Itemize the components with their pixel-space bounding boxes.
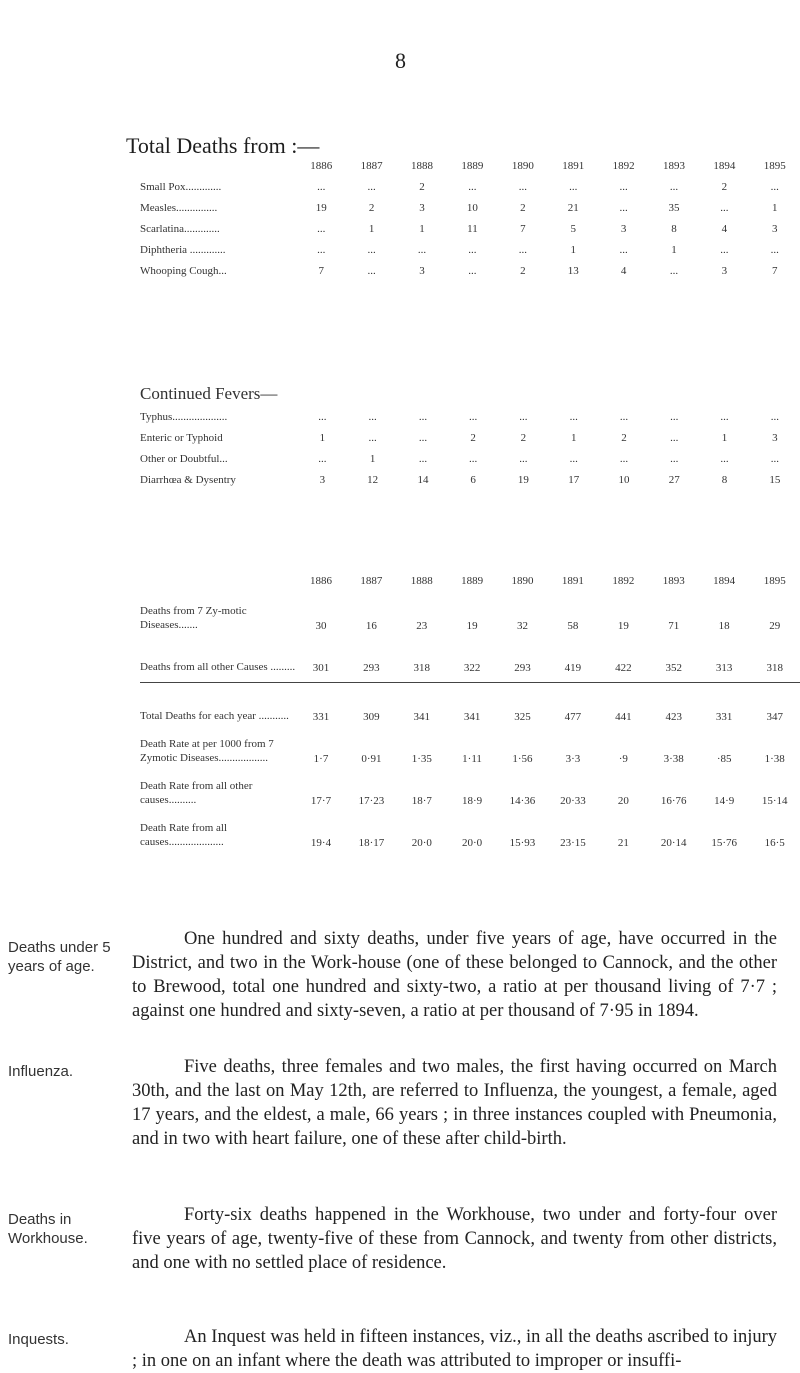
cell-value: 318 (413, 662, 431, 674)
cell-value: 3 (419, 201, 425, 214)
cell-value: 2 (520, 201, 526, 214)
cell-value: ... (770, 410, 779, 423)
cell-value: 21 (567, 201, 579, 214)
cell-value: 2 (419, 180, 425, 193)
table-row (140, 176, 800, 197)
year-header: 1887 (360, 159, 383, 172)
cell-value: 8 (671, 222, 677, 235)
cell-value: 301 (312, 662, 330, 674)
cell-value: ... (468, 180, 477, 193)
cell-value: 5 (570, 222, 576, 235)
year-header: 1889 (461, 575, 484, 587)
cell-value: 1 (570, 431, 577, 444)
year-header: 1893 (662, 159, 685, 172)
table-row (140, 260, 800, 281)
cell-value: ... (367, 180, 376, 193)
cell-value: 4 (620, 264, 627, 277)
cell-value: 3 (319, 473, 326, 486)
paragraph-workhouse: Forty-six deaths happened in the Workhouse, two under and forty-four over five years of age, twenty-five of these from Cannock, and twenty from other districts, and one with no settled place of residence. (132, 1205, 777, 1273)
cell-value: ... (367, 243, 376, 256)
cell-value: 1 (369, 452, 376, 465)
cell-value: 1 (721, 431, 728, 444)
cell-value: 2 (520, 264, 526, 277)
cell-value: 331 (715, 711, 733, 723)
cell-value: 15 (769, 473, 781, 486)
cell-value: ... (720, 201, 729, 214)
cell-value: ... (619, 201, 628, 214)
table-row (140, 683, 800, 726)
cell-value: 1 (319, 431, 326, 444)
cell-value: 23·15 (560, 837, 586, 849)
cell-value: ... (669, 180, 679, 193)
paragraph-influenza: Five deaths, three females and two males, the first having occurred on March 30th, and the last on May 12th, are referred to Influenza, the youngest, a female, aged 17 years, and the eldest, a male, 66 years ; in three instances coupled with Pneumonia, and in two with heart failure, one of these after child-birth. (132, 1057, 777, 1149)
cell-value: 1 (772, 201, 778, 214)
cell-value: ... (619, 452, 629, 465)
row-label: Total Deaths for each year ........... (140, 710, 289, 722)
cell-value: 423 (665, 711, 682, 723)
cell-value: 10 (618, 473, 630, 486)
cell-value: 14 (417, 473, 429, 486)
table-title: Total Deaths from :— (126, 133, 320, 158)
cell-value: 3·38 (663, 753, 684, 765)
cell-value: 58 (567, 620, 579, 632)
cell-value: 30 (315, 620, 327, 632)
paragraph-inquests: An Inquest was held in fifteen instances, viz., in all the deaths ascribed to injury ; in one on an infant where the death was attributed to improper or insuffi- (132, 1327, 777, 1371)
cell-value: 347 (766, 711, 783, 723)
cell-value: 17·7 (310, 795, 332, 807)
cell-value: 20·33 (560, 795, 586, 807)
row-label: Deaths from all other Causes ......... (140, 661, 296, 673)
cell-value: ... (569, 410, 578, 423)
cell-value: 20·0 (461, 837, 483, 849)
cell-value: 15·14 (761, 795, 788, 807)
header-spacer (140, 155, 296, 176)
cell-value: 12 (367, 473, 379, 486)
cell-value: 19·4 (310, 837, 332, 849)
year-header: 1888 (411, 159, 434, 172)
cell-value: ... (619, 410, 629, 423)
row-label: Other or Doubtful... (140, 452, 228, 465)
cell-value: 2 (721, 180, 728, 193)
cell-value: 23 (416, 620, 428, 632)
cell-value: ... (720, 410, 729, 423)
row-label: Death Rate at per 1000 from 7 Zymotic Diseases.................. (140, 738, 274, 764)
cell-value: ... (367, 264, 376, 277)
cell-value: 3 (772, 222, 778, 235)
cell-value: ... (518, 180, 527, 193)
cell-value: 17·23 (358, 795, 385, 807)
cell-value: 2 (621, 431, 627, 444)
cell-value: 3 (772, 431, 778, 444)
cell-value: 8 (721, 473, 728, 486)
year-header: 1891 (562, 159, 585, 172)
cell-value: 20 (617, 795, 629, 807)
cell-value: 341 (463, 711, 481, 723)
cell-value: 4 (721, 222, 728, 235)
cell-value: 322 (463, 662, 481, 674)
cell-value: 1 (671, 243, 677, 256)
cell-value: ... (317, 180, 326, 193)
cell-value: 19 (517, 473, 529, 486)
cell-value: ... (518, 243, 527, 256)
cell-value: 35 (668, 201, 680, 214)
cell-value: 32 (516, 620, 528, 632)
year-header: 1888 (410, 575, 433, 587)
row-label: Enteric or Typhoid (140, 431, 223, 444)
cell-value: 2 (520, 431, 527, 444)
year-header: 1886 (310, 159, 333, 172)
cell-value: ... (418, 431, 428, 444)
cell-value: 19 (466, 620, 478, 632)
year-header: 1890 (511, 159, 534, 172)
cell-value: 1·11 (462, 753, 482, 765)
cell-value: ... (770, 452, 779, 465)
cell-value: 325 (514, 711, 531, 723)
cell-value: ... (519, 410, 528, 423)
cell-value: ... (569, 452, 578, 465)
cell-value: 1·38 (764, 753, 785, 765)
cell-value: 422 (615, 662, 632, 674)
cell-value: 21 (617, 837, 629, 849)
cell-value: ... (670, 431, 679, 444)
margin-note-influenza: Influenza. (8, 1063, 74, 1080)
cell-value: ... (317, 243, 326, 256)
cell-value: 19 (315, 201, 327, 214)
cell-value: ... (720, 243, 729, 256)
row-label: Measles............... (140, 201, 218, 214)
table-row (140, 239, 800, 260)
cell-value: ... (720, 452, 729, 465)
row-label: Deaths from 7 Zy-motic Diseases....... (140, 605, 247, 631)
cell-value: ... (669, 264, 679, 277)
row-label: Whooping Cough... (140, 264, 227, 277)
cell-value: 19 (617, 620, 629, 632)
cell-value: ... (368, 410, 377, 423)
year-header-row (140, 155, 800, 176)
cell-value: 341 (413, 711, 431, 723)
cell-value: 0·91 (361, 753, 382, 765)
cell-value: ... (417, 243, 427, 256)
table-row (140, 427, 800, 448)
cell-value: ... (670, 452, 679, 465)
cell-value: ... (418, 452, 428, 465)
cell-value: 16·76 (660, 795, 687, 807)
cell-value: 7 (520, 222, 526, 235)
cell-value: 27 (668, 473, 680, 486)
cell-value: 318 (766, 662, 783, 674)
cell-value: ... (418, 410, 428, 423)
margin-note-workhouse: Deaths in Workhouse. (8, 1211, 88, 1247)
year-header-row (140, 570, 800, 592)
year-header: 1889 (461, 159, 484, 172)
cell-value: ... (318, 452, 327, 465)
cell-value: 17 (568, 473, 580, 486)
row-label: Death Rate from all other causes.......... (140, 780, 253, 806)
cell-value: 20·0 (411, 837, 432, 849)
cell-value: 352 (665, 662, 682, 674)
cell-value: 3 (721, 264, 728, 277)
cell-value: ... (519, 452, 528, 465)
cell-value: 18·7 (411, 795, 432, 807)
paragraph-deaths-under-5: One hundred and sixty deaths, under five years of age, have occurred in the District, and two in the Work-house (one of these belonged to Cannock, and the other to Brewood, total one hundred and sixty-two, a ratio at per thousand living of 7·7 ; against one hundred and sixty-seven, a ratio at per thousand of 7·95 in 1894. (132, 929, 777, 1021)
cell-value: 6 (470, 473, 476, 486)
cell-value: ... (317, 222, 326, 235)
year-header: 1892 (612, 575, 635, 587)
year-header: 1890 (511, 575, 534, 587)
cell-value: ... (619, 243, 628, 256)
cell-value: 1·7 (313, 753, 329, 765)
row-label: Typhus.................... (140, 410, 228, 423)
cell-value: 14·36 (509, 795, 536, 807)
cell-value: 419 (564, 662, 582, 674)
row-label: Diphtheria ............. (140, 243, 226, 256)
cell-value: ... (770, 243, 779, 256)
cell-value: 18·9 (461, 795, 483, 807)
cell-value: 13 (567, 264, 579, 277)
year-header: 1894 (713, 159, 736, 172)
table-row (140, 592, 800, 634)
year-header: 1894 (713, 575, 736, 587)
cell-value: 14·9 (714, 795, 735, 807)
cell-value: 441 (615, 711, 632, 723)
cell-value: 331 (312, 711, 330, 723)
cell-value: 1 (368, 222, 375, 235)
cell-value: 10 (466, 201, 478, 214)
cell-value: ... (469, 452, 478, 465)
cell-value: ·9 (618, 753, 628, 765)
cell-value: ... (468, 264, 477, 277)
cell-value: 29 (769, 620, 781, 632)
table-row (140, 197, 800, 218)
cell-value: 293 (363, 662, 380, 674)
cell-value: 3·3 (565, 753, 581, 765)
cell-value: 3 (419, 264, 425, 277)
table-row (140, 725, 800, 767)
cell-value: ... (770, 180, 779, 193)
cell-value: 1·35 (411, 753, 432, 765)
year-header: 1892 (612, 159, 635, 172)
cell-value: 3 (620, 222, 627, 235)
cell-value: ... (468, 243, 477, 256)
cell-value: 11 (467, 222, 478, 235)
cell-value: ... (368, 431, 377, 444)
continued-fevers-heading: Continued Fevers— (140, 384, 278, 403)
table-row (140, 448, 800, 469)
cell-value: 309 (363, 711, 380, 723)
table-row (140, 809, 800, 851)
cell-value: ... (619, 180, 628, 193)
cell-value: 18·17 (358, 837, 385, 849)
row-label: Scarlatina............. (140, 222, 220, 235)
year-header: 1886 (310, 575, 333, 587)
table-row (140, 406, 800, 427)
row-label: Death Rate from all causes.................... (140, 822, 228, 848)
header-spacer (140, 570, 296, 592)
table-row (140, 469, 800, 490)
fever-table (140, 406, 800, 490)
cell-value: 16 (365, 620, 377, 632)
year-header: 1891 (561, 575, 584, 587)
disease-table (140, 155, 800, 281)
cell-value: 71 (668, 620, 680, 632)
year-header: 1895 (763, 159, 786, 172)
cell-value: ... (318, 410, 327, 423)
table-row (140, 767, 800, 809)
cell-value: 2 (368, 201, 375, 214)
year-header: 1895 (763, 575, 786, 587)
cell-value: 18 (718, 620, 730, 632)
cell-value: 15·76 (711, 837, 738, 849)
cell-value: ... (569, 180, 578, 193)
cell-value: 7 (318, 264, 324, 277)
year-header: 1893 (662, 575, 685, 587)
cell-value: 1·56 (512, 753, 533, 765)
margin-note-inquests: Inquests. (8, 1331, 69, 1348)
row-label: Small Pox............. (140, 180, 222, 193)
cell-value: 313 (715, 662, 733, 674)
table-row (140, 634, 800, 676)
cell-value: 7 (772, 264, 778, 277)
margin-note-deaths-under-5: Deaths under 5 years of age. (8, 939, 111, 975)
cell-value: 2 (470, 431, 476, 444)
cell-value: 15·93 (509, 837, 536, 849)
year-header: 1887 (360, 575, 383, 587)
page-number: 8 (395, 48, 406, 73)
row-label: Diarrhœa & Dysentry (140, 473, 236, 486)
cell-value: ·85 (716, 753, 732, 765)
summary-table (140, 570, 800, 851)
cell-value: ... (670, 410, 679, 423)
cell-value: 1 (419, 222, 425, 235)
table-row (140, 218, 800, 239)
cell-value: 1 (570, 243, 576, 256)
cell-value: 477 (564, 711, 582, 723)
cell-value: 293 (514, 662, 531, 674)
cell-value: 16·5 (764, 837, 785, 849)
cell-value: 20·14 (660, 837, 687, 849)
cell-value: ... (469, 410, 478, 423)
